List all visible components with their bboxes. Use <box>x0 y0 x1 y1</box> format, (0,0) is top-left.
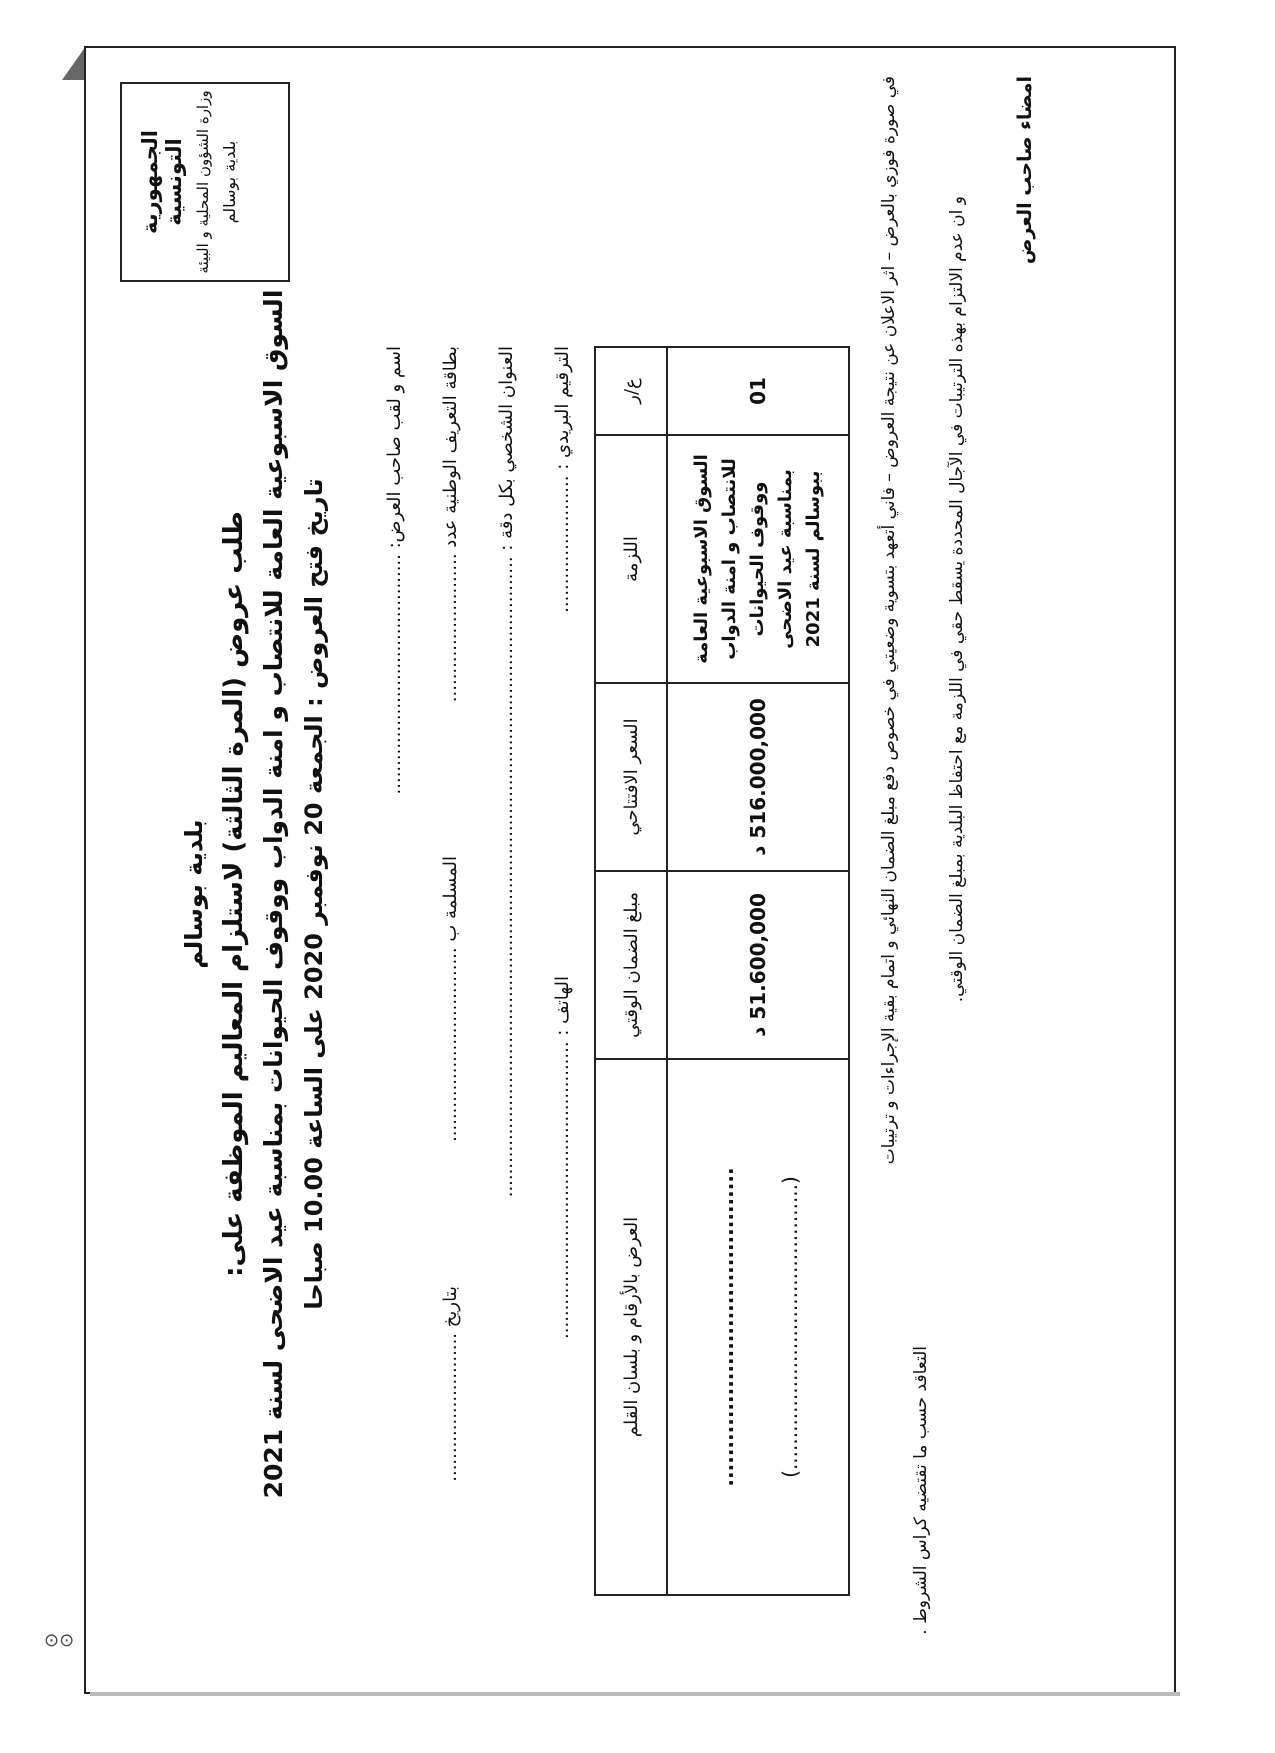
issued-field[interactable] <box>440 856 461 1142</box>
title-object: السوق الاسبوعية العامة للانتصاب و امنة الدواب ووقوف الحيوانات بمناسبة عيد الاضحى لسنة 2021 <box>259 289 288 1499</box>
name-field[interactable] <box>384 346 405 794</box>
bid-table <box>594 346 850 1596</box>
signature-label: امضاء صاحب العرض <box>1014 76 1036 265</box>
title-municipality: بلدية بوسالم <box>180 819 208 969</box>
phone-label: الهاتف : <box>552 976 573 1036</box>
id-label: بطاقة التعريف الوطنية عدد <box>440 346 461 548</box>
address-label: العنوان الشخصي بكل دقة : <box>496 346 517 551</box>
page-fold <box>62 46 86 80</box>
rotated-document <box>84 46 1176 1694</box>
name-dots[interactable]: .......................................... <box>384 554 405 795</box>
offer-in-words[interactable]: (.............................................) <box>778 1176 802 1478</box>
issued-dots[interactable]: .................................. <box>440 947 461 1142</box>
commitment-paragraph-3: و ان عدم الالتزام بهذه الترتيبات في الآجال المحددة يسقط حقي في اللزمة مع احتفاظ البلدية بمبلغ الضمان الوقتي. <box>947 196 967 1003</box>
postal-dots[interactable]: ........................ <box>552 475 573 613</box>
date-dots[interactable]: .......................... <box>440 1332 461 1482</box>
title-block <box>174 94 334 1694</box>
commitment-paragraph-1: في صورة فوزي بالعرض – اثر الاعلان عن نتيجة العروض – فاني أتعهد بتسوية وضعيتي في خصوص دفع مبلغ الضمان النهائي و اتمام بقية الإجراءات و ترتيبات <box>879 76 899 1165</box>
opening-date: تاريخ فتح العروض : الجمعة 20 نوفمبر 2020 على الساعة 10.00 صباحا <box>300 478 328 1310</box>
date-field[interactable] <box>440 1286 461 1482</box>
cell-guarantee: 51.600,000 د <box>667 871 849 1059</box>
col-header-opening-price: السعر الافتتاحي <box>595 683 667 871</box>
address-field[interactable] <box>496 346 517 1197</box>
col-header-lot: اللزمة <box>595 435 667 683</box>
table-row <box>667 347 849 1595</box>
offer-figures[interactable]: .......................................... <box>714 1167 738 1487</box>
staple-icon: ⊙⊙ <box>44 1630 75 1651</box>
postal-field[interactable] <box>552 346 573 613</box>
commitment-paragraph-2: التعاقد حسب ما تقتضيه كراس الشروط . <box>911 1346 931 1635</box>
cell-offer[interactable] <box>667 1059 849 1595</box>
phone-field[interactable] <box>552 976 573 1339</box>
header-municipality: بلدية بوسالم <box>220 140 239 224</box>
name-label: اسم و لقب صاحب العرض: <box>384 346 405 549</box>
col-header-num: ع/ر <box>595 347 667 435</box>
col-header-offer: العرض بالأرقام و بلسان القلم <box>595 1059 667 1595</box>
col-header-guarantee: مبلغ الضمان الوقتي <box>595 871 667 1059</box>
date-label: بتاريخ <box>440 1286 461 1328</box>
cell-opening-price: 516.000,000 د <box>667 683 849 871</box>
table-header-row <box>595 347 667 1595</box>
id-field[interactable] <box>440 346 461 702</box>
address-dots[interactable]: ................................................................................................................ <box>496 556 517 1198</box>
republic-name: الجمهورية التونسية <box>138 129 186 235</box>
id-dots[interactable]: .......................... <box>440 553 461 703</box>
postal-label: الترقيم البريدي : <box>552 346 573 470</box>
cell-num: 01 <box>667 347 849 435</box>
issued-label: المسلمة ب <box>440 856 461 942</box>
phone-dots[interactable]: .................................................... <box>552 1041 573 1339</box>
cell-lot: السوق الاسبوعية العامة للانتصاب و امنة الدواب ووقوف الحيوانات بمناسبة عيد الاضحى ببوسالم لسنة 2021 <box>667 435 849 683</box>
title-main: طلب عروض (المرة الثالثة) لاستلزام المعاليم الموظفة على: <box>219 511 249 1277</box>
ministry-name: وزارة الشؤون المحلية و البيئة <box>194 90 212 274</box>
